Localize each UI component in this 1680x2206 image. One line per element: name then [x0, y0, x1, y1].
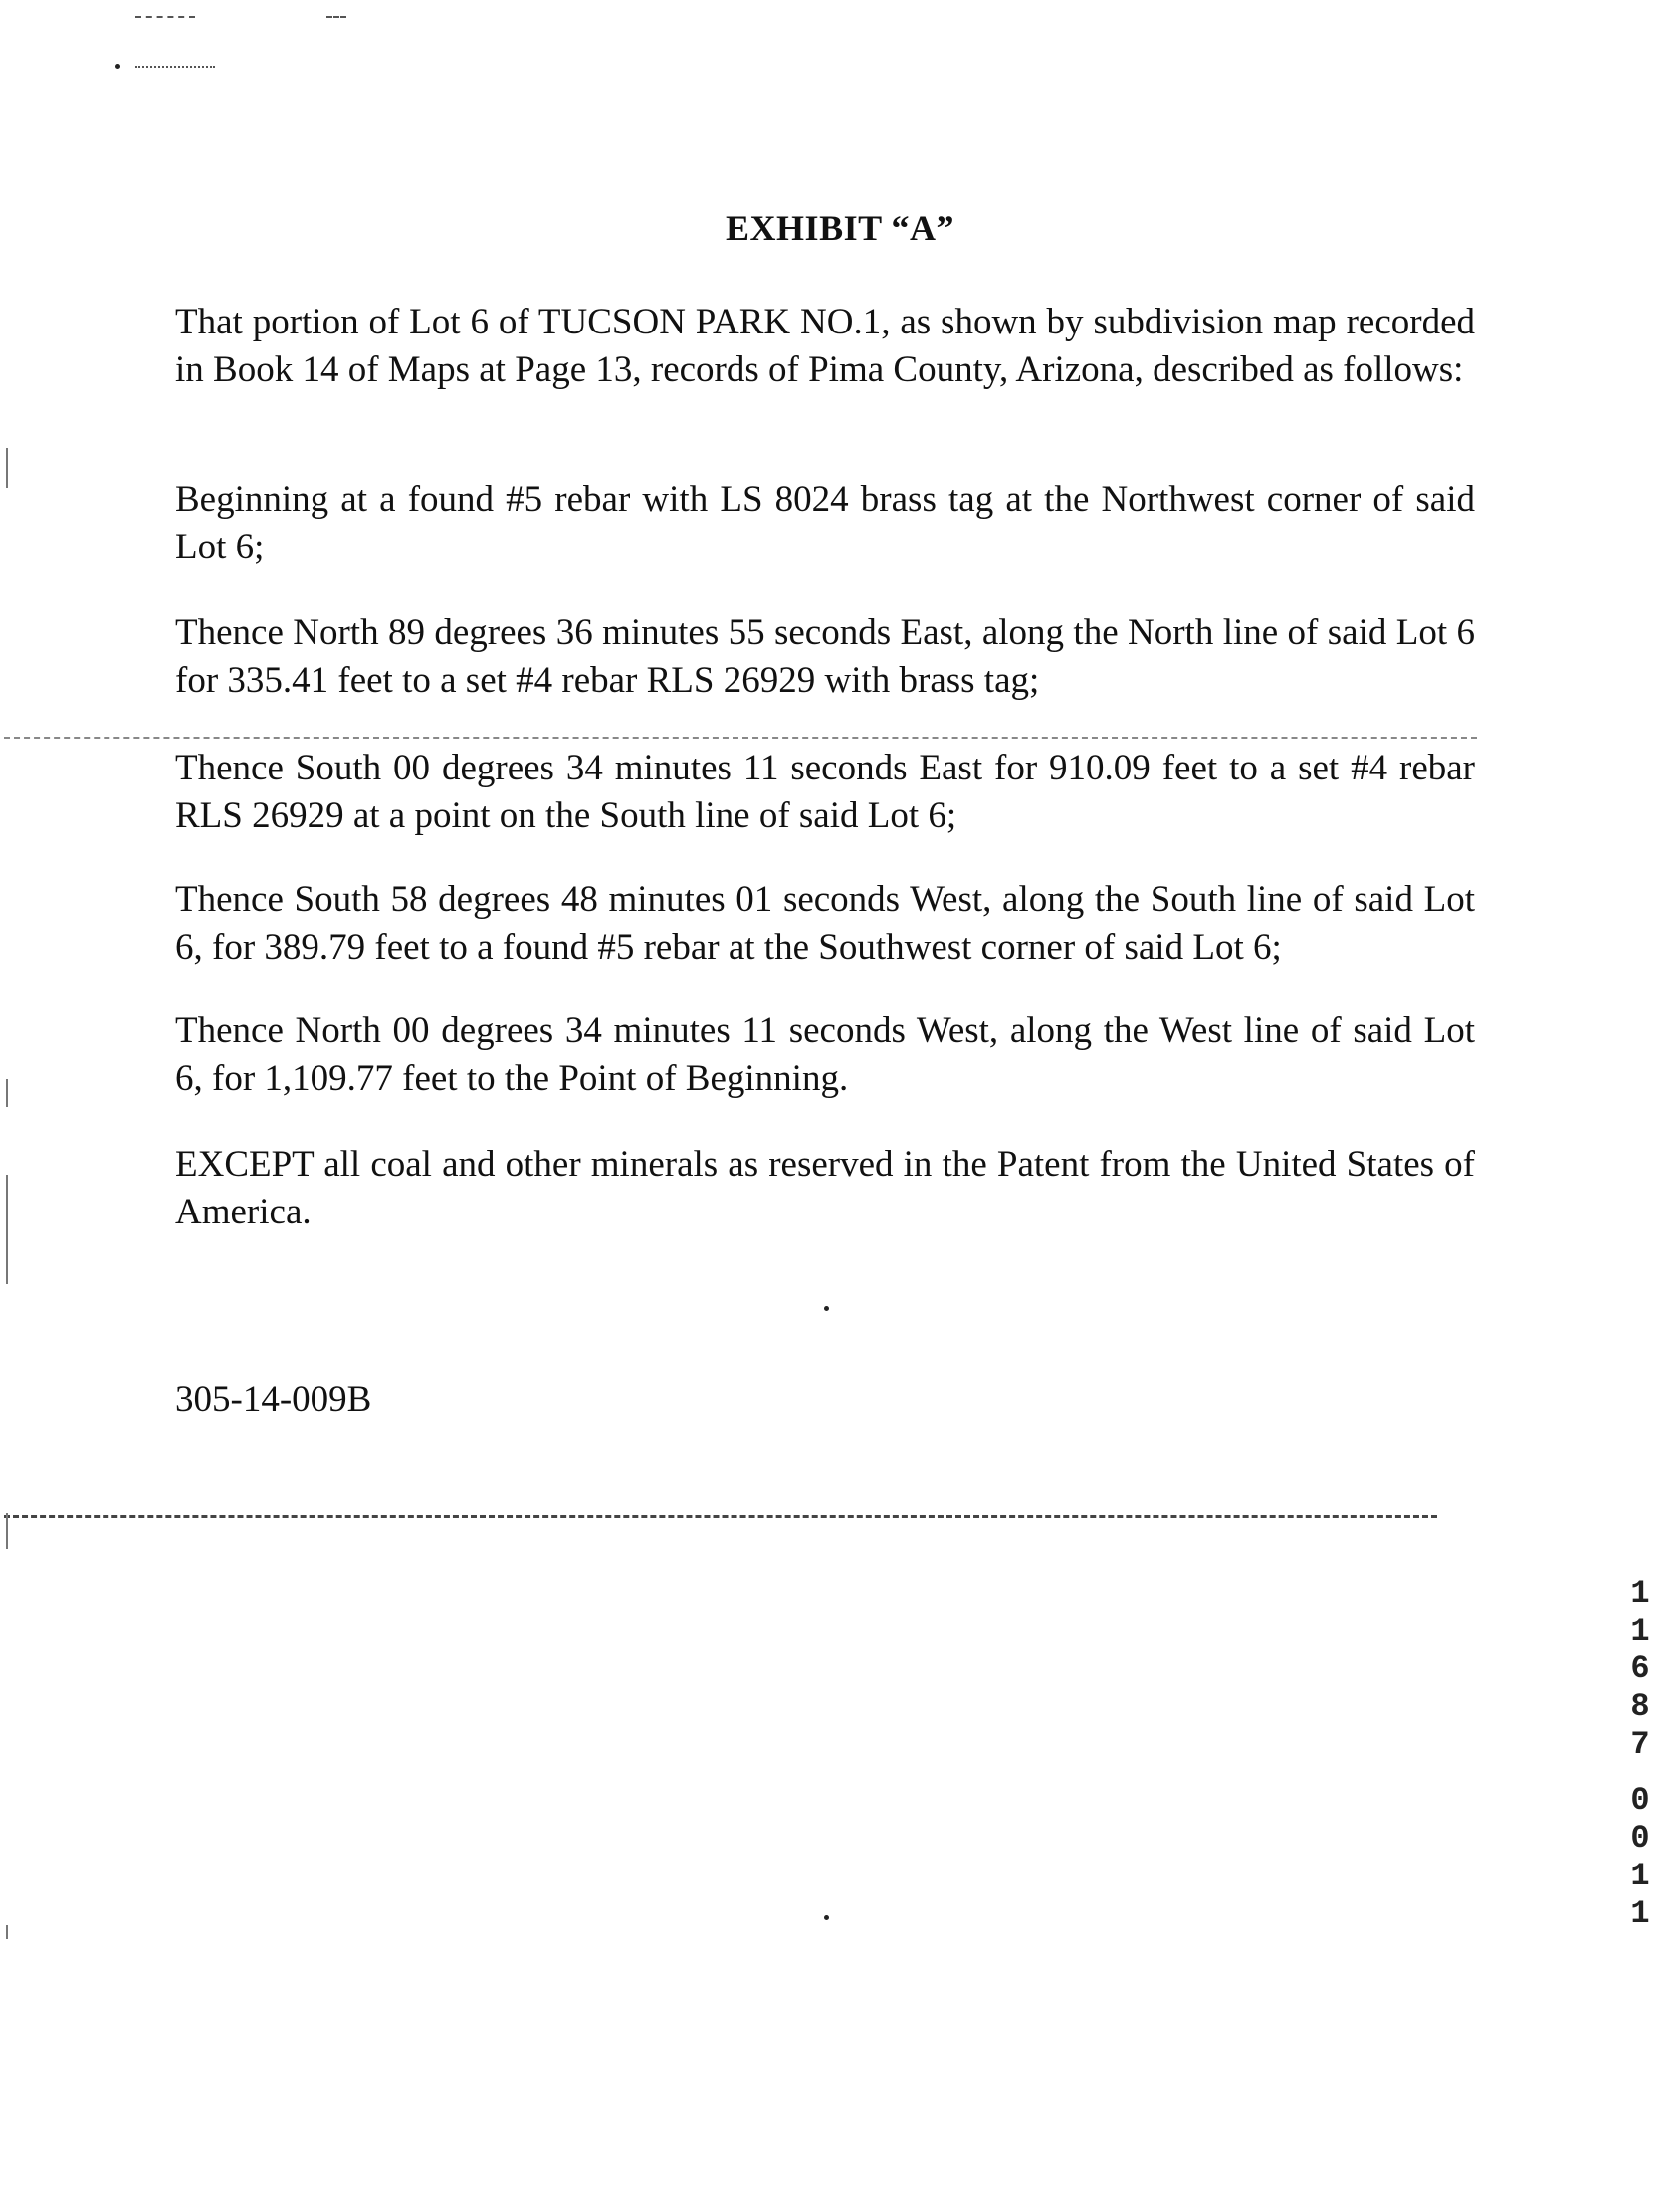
scan-artifact-left-line-5: [6, 1925, 8, 1939]
scan-artifact-dot-3: [824, 1915, 829, 1920]
legal-description-exception: EXCEPT all coal and other minerals as reserved in the Patent from the United States of America.: [175, 1144, 1475, 1232]
scan-artifact-left-line-2: [6, 1079, 8, 1107]
legal-description-course-2: Thence South 00 degrees 34 minutes 11 seconds East for 910.09 feet to a set #4 rebar RLS 26929 at a point on the South line of said Lot 6;: [175, 748, 1475, 836]
stamp-digit: 0: [1630, 1820, 1650, 1857]
legal-description-course-4: Thence North 00 degrees 34 minutes 11 seconds West, along the West line of said Lot 6, for 1,109.77 feet to the Point of Beginning.: [175, 1010, 1475, 1099]
stamp-digit: 1: [1630, 1858, 1650, 1894]
legal-description-course-3: Thence South 58 degrees 48 minutes 01 seconds West, along the South line of said Lot 6, for 389.79 feet to a found #5 rebar at the Southwest corner of said Lot 6;: [175, 879, 1475, 968]
stamp-gap: [1624, 1764, 1656, 1782]
scan-artifact-top-dash: [135, 16, 195, 18]
scan-artifact-top-dash-2: [326, 16, 346, 18]
stamp-digit: 8: [1630, 1688, 1650, 1725]
scan-artifact-left-line-4: [6, 1513, 8, 1549]
legal-description-course-1: Thence North 89 degrees 36 minutes 55 seconds East, along the North line of said Lot 6 for 335.41 feet to a set #4 rebar RLS 26929 with brass tag;: [175, 612, 1475, 701]
stamp-digit: 1: [1630, 1613, 1650, 1650]
stamp-digit: 6: [1630, 1651, 1650, 1687]
scan-artifact-top-dash-3: [135, 66, 215, 68]
legal-description-intro: That portion of Lot 6 of TUCSON PARK NO.1, as shown by subdivision map recorded in Book 14 of Maps at Page 13, records of Pima County, Arizona, described as follows:: [175, 302, 1475, 390]
scan-artifact-dot: [115, 64, 120, 69]
stamp-digit: 1: [1630, 1895, 1650, 1932]
scan-artifact-bottom-dash: [4, 1515, 1437, 1518]
scan-artifact-dot-2: [824, 1306, 829, 1311]
legal-description-beginning: Beginning at a found #5 rebar with LS 8024 brass tag at the Northwest corner of said Lot 6;: [175, 479, 1475, 567]
scan-artifact-middle-dash: [4, 737, 1477, 739]
recording-stamp: [1624, 1575, 1656, 1933]
stamp-digit: 0: [1630, 1782, 1650, 1819]
scan-artifact-left-line: [6, 448, 8, 488]
exhibit-title: EXHIBIT “A”: [726, 208, 954, 248]
parcel-number: 305-14-009B: [175, 1379, 372, 1420]
scan-artifact-left-line-3: [6, 1175, 8, 1284]
stamp-digit: 7: [1630, 1726, 1650, 1763]
stamp-digit: 1: [1630, 1575, 1650, 1612]
